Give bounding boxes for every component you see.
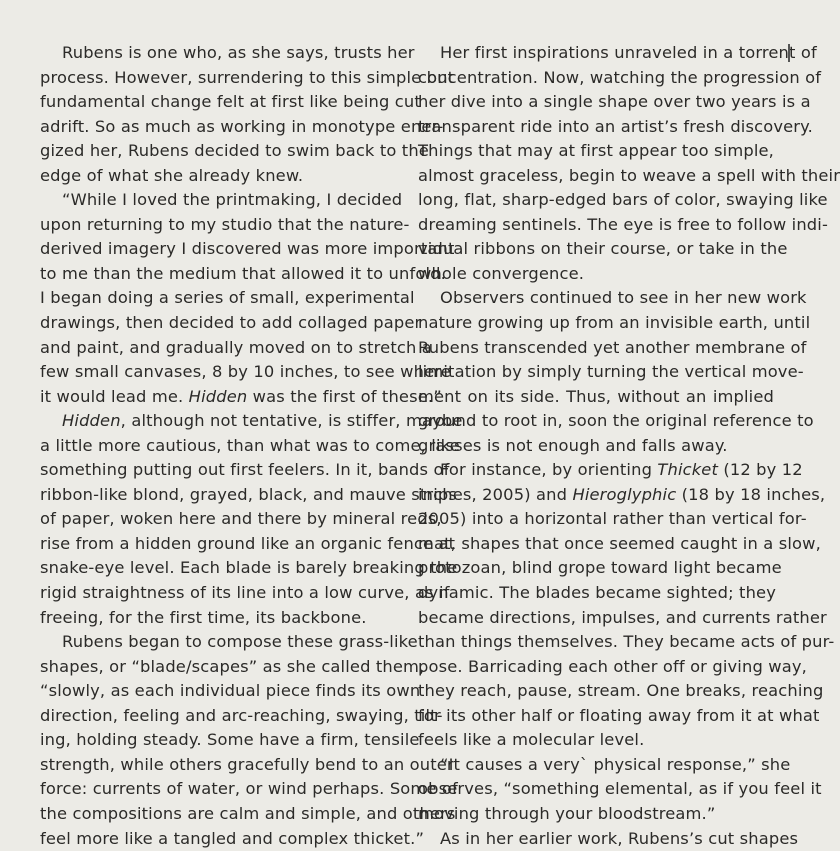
text-line: Rubens began to compose these grass-like (40, 630, 393, 655)
paragraph (418, 286, 774, 458)
text-line: fundamental change felt at first like being cut (40, 90, 393, 115)
text-line: “It causes a very` physical response,” she (418, 753, 774, 778)
artwork-title: Thicket (657, 460, 718, 479)
text-line: of paper, woken here and there by mineral reds, (40, 507, 393, 532)
text-line: mat, shapes that once seemed caught in a slow, (418, 532, 774, 557)
text-line: the compositions are calm and simple, and others (40, 802, 393, 827)
text-line: ribbon-like blond, grayed, black, and mauve strips (40, 483, 393, 508)
artwork-title: Hidden (189, 387, 248, 406)
text-line: it would lead me. Hidden was the first of these.” (40, 385, 393, 410)
text-line: than things themselves. They became acts of pur- (418, 630, 774, 655)
text-line: direction, feeling and arc-reaching, swaying, tilt- (40, 704, 393, 729)
text-line: transparent ride into an artist’s fresh discovery. (418, 115, 774, 140)
text-line: inches, 2005) and Hieroglyphic (18 by 18 inches, (418, 483, 774, 508)
text-line: Her first inspirations unraveled in a torrent of (418, 41, 774, 66)
text-line: gized her, Rubens decided to swim back to the (40, 139, 393, 164)
text-line: feel more like a tangled and complex thicket.” (40, 827, 393, 851)
text-line: shapes, or “blade/scapes” as she called them, (40, 655, 393, 680)
text-line: a little more cautious, than what was to come, like (40, 434, 393, 459)
text-line: rise from a hidden ground like an organic fence at (40, 532, 393, 557)
text-line: 2005) into a horizontal rather than vertical for- (418, 507, 774, 532)
text-line: strength, while others gracefully bend to an outer (40, 753, 393, 778)
text-line: long, flat, sharp-edged bars of color, swaying like (418, 188, 774, 213)
text-line: something putting out first feelers. In it, bands of (40, 458, 393, 483)
text-line: process. However, surrendering to this simple but (40, 66, 393, 91)
paragraph (418, 41, 774, 286)
text-line: For instance, by orienting Thicket (12 by 12 (418, 458, 774, 483)
text-line: became directions, impulses, and currents rather (418, 606, 774, 631)
text-line: I began doing a series of small, experimental (40, 286, 393, 311)
text-line: her dive into a single shape over two years is a (418, 90, 774, 115)
text-line: ment on its side. Thus, without an implied (418, 385, 774, 410)
text-line: Things that may at first appear too simple, (418, 139, 774, 164)
text-line: feels like a molecular level. (418, 728, 774, 753)
text-line: ground to root in, soon the original reference to (418, 409, 774, 434)
paragraph (40, 630, 393, 851)
text-line: Observers continued to see in her new work (418, 286, 774, 311)
page-edge-mark (788, 44, 795, 62)
text-line: for its other half or floating away from it at what (418, 704, 774, 729)
text-line: few small canvases, 8 by 10 inches, to see where (40, 360, 393, 385)
paragraph (40, 188, 393, 409)
text-line: edge of what she already knew. (40, 164, 393, 189)
text-line: Hidden, although not tentative, is stiffer, maybe (40, 409, 393, 434)
artwork-title: Hieroglyphic (572, 485, 676, 504)
text-line: observes, “something elemental, as if you feel it (418, 777, 774, 802)
text-line: almost graceless, begin to weave a spell with their (418, 164, 774, 189)
paragraph (418, 827, 774, 851)
text-line: vidual ribbons on their course, or take in the (418, 237, 774, 262)
text-line: “While I loved the printmaking, I decided (40, 188, 393, 213)
text-line: limitation by simply turning the vertical move- (418, 360, 774, 385)
text-line: to me than the medium that allowed it to unfold. (40, 262, 393, 287)
text-line: dynamic. The blades became sighted; they (418, 581, 774, 606)
text-line: pose. Barricading each other off or giving way, (418, 655, 774, 680)
text-line: Rubens transcended yet another membrane of (418, 336, 774, 361)
text-line: whole convergence. (418, 262, 774, 287)
text-line: force: currents of water, or wind perhaps. Some of (40, 777, 393, 802)
paragraph (40, 409, 393, 630)
text-line: dreaming sentinels. The eye is free to follow indi- (418, 213, 774, 238)
text-line: freeing, for the first time, its backbone. (40, 606, 393, 631)
left-text-column (40, 41, 393, 851)
text-line: upon returning to my studio that the nature- (40, 213, 393, 238)
right-text-column (418, 41, 774, 851)
text-line: protozoan, blind grope toward light became (418, 556, 774, 581)
text-line: drawings, then decided to add collaged paper (40, 311, 393, 336)
paragraph (40, 41, 393, 188)
text-line: As in her earlier work, Rubens’s cut shapes (418, 827, 774, 851)
text-line: snake-eye level. Each blade is barely breaking the (40, 556, 393, 581)
text-line: Rubens is one who, as she says, trusts her (40, 41, 393, 66)
text-line: moving through your bloodstream.” (418, 802, 774, 827)
text-line: grasses is not enough and falls away. (418, 434, 774, 459)
text-line: nature growing up from an invisible earth, until (418, 311, 774, 336)
text-line: they reach, pause, stream. One breaks, reaching (418, 679, 774, 704)
text-line: “slowly, as each individual piece finds its own (40, 679, 393, 704)
text-line: rigid straightness of its line into a low curve, as if (40, 581, 393, 606)
text-line: and paint, and gradually moved on to stretch a (40, 336, 393, 361)
paragraph (418, 753, 774, 827)
text-line: derived imagery I discovered was more important (40, 237, 393, 262)
text-line: concentration. Now, watching the progression of (418, 66, 774, 91)
artwork-title: Hidden (62, 411, 121, 430)
paragraph (418, 458, 774, 753)
text-line: ing, holding steady. Some have a firm, tensile (40, 728, 393, 753)
text-line: adrift. So as much as working in monotype ener- (40, 115, 393, 140)
